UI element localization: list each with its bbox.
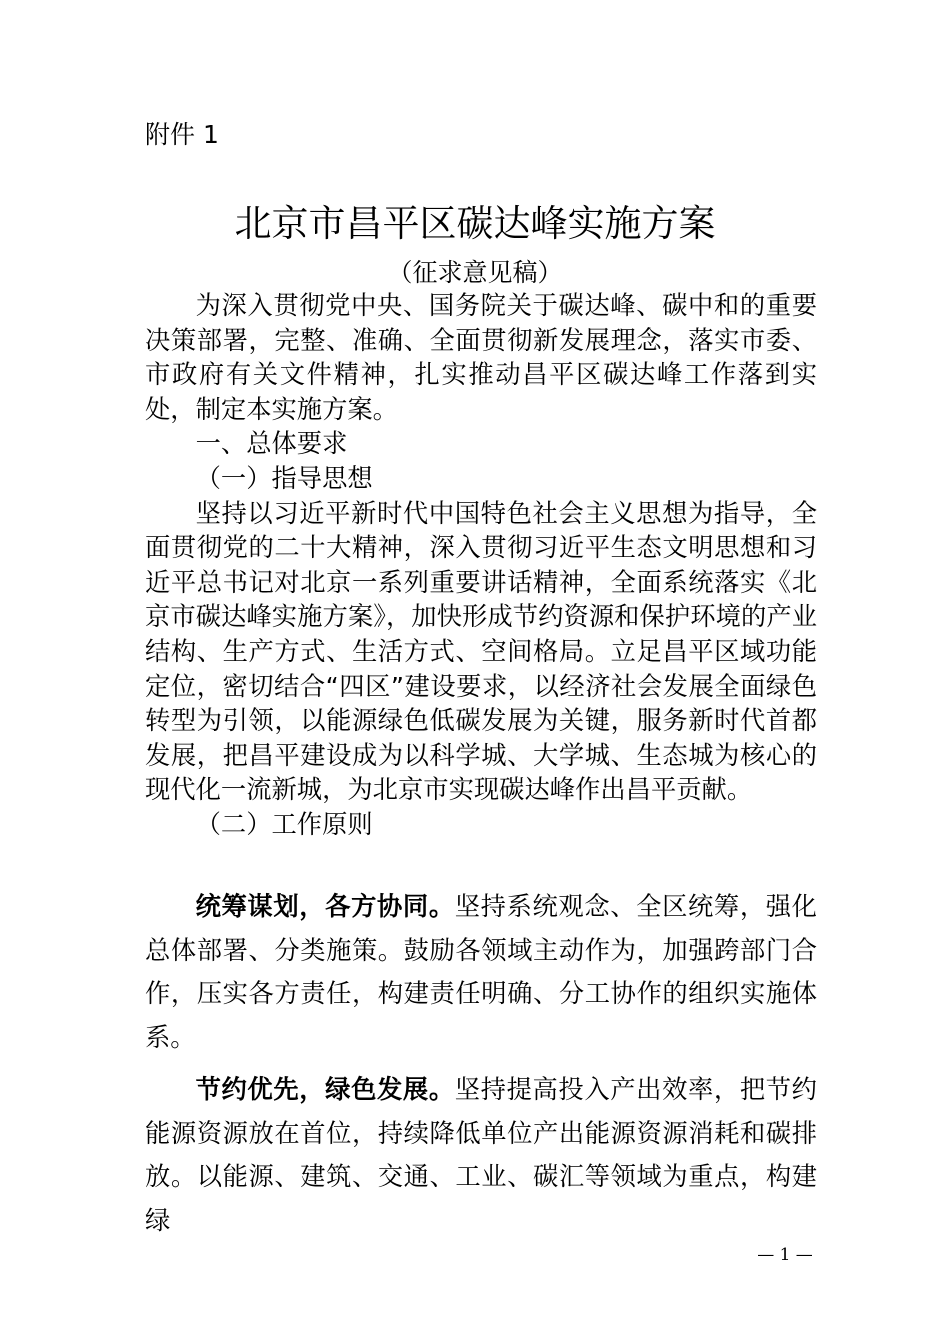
body-section-a xyxy=(145,289,817,843)
guiding-ideology-paragraph: 坚持以习近平新时代中国特色社会主义思想为指导，全面贯彻党的二十大精神，深入贯彻习近平生态文明思想和习近平总书记对北京一系列重要讲话精神，全面系统落实《北京市碳达峰实施方案》，加快形成节约资源和保护环境的产业结构、生产方式、生活方式、空间格局。立足昌平区域功能定位，密切结合“四区”建设要求，以经济社会发展全面绿色转型为引领，以能源绿色低碳发展为关键，服务新时代首都发展，把昌平建设成为以科学城、大学城、生态城为核心的现代化一流新城，为北京市实现碳达峰作出昌平贡献。 xyxy=(145,498,817,805)
subsection-heading-work-principles: （二）工作原则 xyxy=(195,809,373,839)
attachment-label: 附件 1 xyxy=(145,120,219,149)
principle-title-coordination: 统筹谋划，各方协同。 xyxy=(195,892,455,921)
principle-text-saving: 坚持提高投入产出效率，把节约能源资源放在首位，持续降低单位产出能源资源消耗和碳排放。以能源、建筑、交通、工业、碳汇等领域为重点，构建绿 xyxy=(145,1074,817,1235)
principle-paragraph-coordination xyxy=(145,885,817,1060)
document-title: 北京市昌平区碳达峰实施方案 xyxy=(234,202,716,245)
page-number: — 1 — xyxy=(757,1245,813,1265)
document-subtitle: （征求意见稿） xyxy=(387,258,563,287)
body-section-b xyxy=(145,885,817,1251)
principle-paragraph-saving xyxy=(145,1068,817,1243)
principle-title-saving: 节约优先，绿色发展。 xyxy=(195,1074,455,1104)
intro-paragraph: 为深入贯彻党中央、国务院关于碳达峰、碳中和的重要决策部署，完整、准确、全面贯彻新发展理念，落实市委、市政府有关文件精神，扎实推动昌平区碳达峰工作落到实处，制定本实施方案。 xyxy=(145,291,817,424)
principle-text-coordination: 坚持系统观念、全区统筹，强化总体部署、分类施策。鼓励各领域主动作为，加强跨部门合作，压实各方责任，构建责任明确、分工协作的组织实施体系。 xyxy=(145,892,817,1053)
subsection-heading-guiding-ideology: （一）指导思想 xyxy=(195,463,373,493)
section-heading-general-requirements: 一、总体要求 xyxy=(195,429,348,459)
